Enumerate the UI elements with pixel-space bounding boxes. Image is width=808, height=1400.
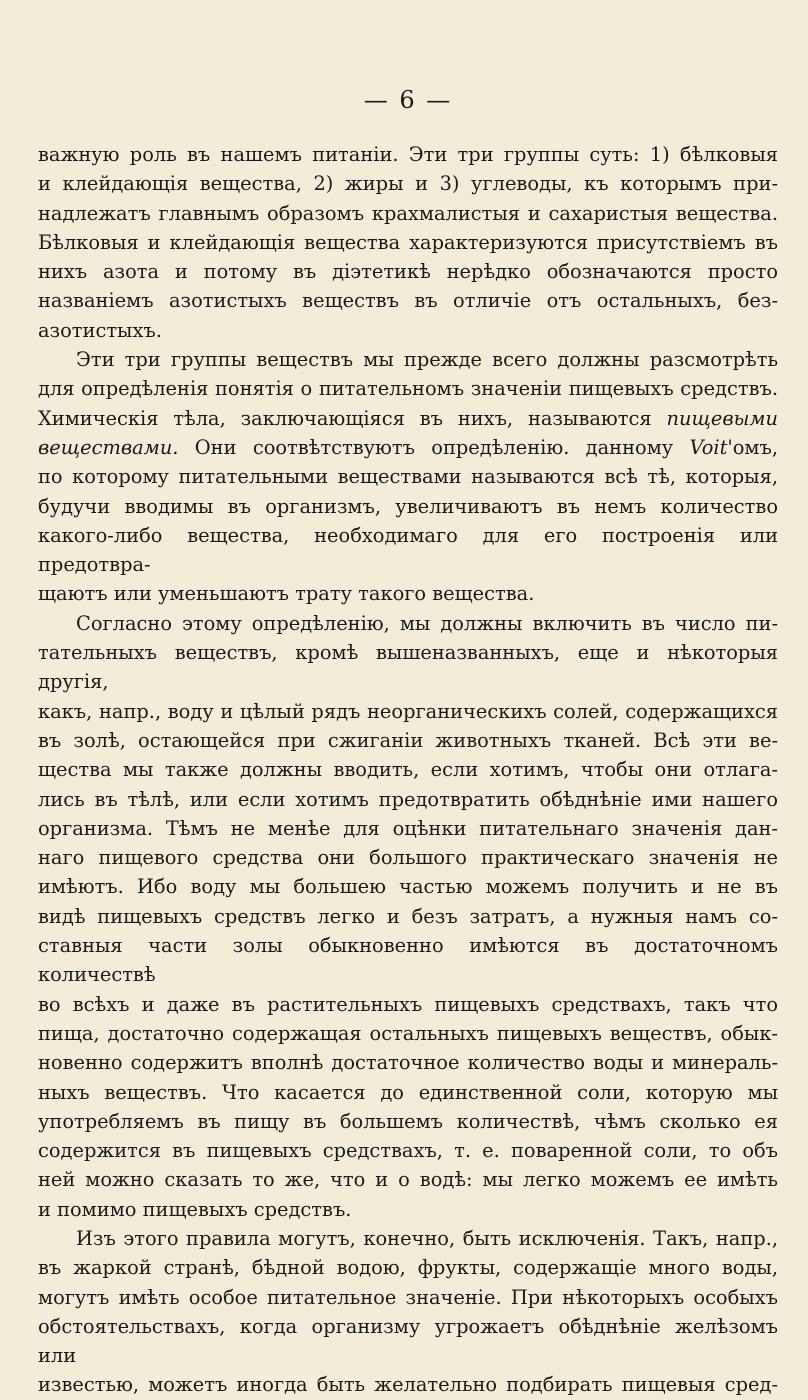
text-line: Эти три группы веществъ мы прежде всего должны разсмотрѣть xyxy=(76,348,778,372)
paragraph-2 xyxy=(38,345,778,609)
text-line: видѣ пищевыхъ средствъ легко и безъ затратъ, а нужныя намъ со- xyxy=(38,904,778,928)
text-line: ныхъ веществъ. Что касается до единственной соли, которую мы xyxy=(38,1080,778,1104)
text-line: важную роль въ нашемъ питанiи. Эти три группы суть: 1) бѣлковыя xyxy=(38,143,778,166)
author-name: Voit xyxy=(689,435,728,459)
text-line: ней можно сказать то же, что и о водѣ: мы легко можемъ ее имѣть xyxy=(38,1168,778,1192)
page-number: — 6 — xyxy=(363,86,453,114)
text-line: названiемъ азотистыхъ веществъ въ отличiе отъ остальныхъ, без- xyxy=(38,289,778,313)
text-line: наго пищевого средства они большого практическаго значенiя не xyxy=(38,846,778,870)
text-line-with-emphasis xyxy=(38,433,778,462)
paragraph-1 xyxy=(38,140,778,345)
text-line: во всѣхъ и даже въ растительныхъ пищевыхъ средствахъ, такъ что xyxy=(38,992,778,1016)
emphasis-term: пищевыми xyxy=(666,406,778,430)
text-line: по которому питательными веществами называются всѣ тѣ, которыя, xyxy=(38,465,778,489)
paragraph-3 xyxy=(38,609,778,1224)
text-fragment: 'омъ, xyxy=(727,435,778,459)
text-line: нихъ азота и потому въ дiэтетикѣ нерѣдко обозначаются просто xyxy=(38,260,778,284)
text-line: щества мы также должны вводить, если хотимъ, чтобы они отлага- xyxy=(38,758,778,782)
paragraph-4 xyxy=(38,1224,778,1400)
text-line: Бѣлковыя и клейдающiя вещества характеризуются присутствiемъ въ xyxy=(38,230,778,254)
text-line: въ золѣ, остающейся при сжиганiи животныхъ тканей. Всѣ эти ве- xyxy=(38,728,778,752)
text-line: организма. Тѣмъ не менѣе для оцѣнки питательнаго значенiя дан- xyxy=(38,816,778,840)
text-line: обстоятельствахъ, когда организму угрожаетъ обѣднѣнiе желѣзомъ или xyxy=(38,1314,778,1368)
text-line: и клейдающiя вещества, 2) жиры и 3) углеводы, къ которымъ при- xyxy=(38,172,778,196)
text-fragment: Они соотвѣтствуютъ опредѣленiю. данному xyxy=(178,435,690,459)
text-line: ставныя части золы обыкновенно имѣются въ достаточномъ количествѣ xyxy=(38,934,778,987)
text-line: азотистыхъ. xyxy=(38,318,162,342)
text-line: будучи вводимы въ организмъ, увеличиваютъ въ немъ количество xyxy=(38,494,778,518)
text-line: употребляемъ въ пищу въ большемъ количествѣ, чѣмъ сколько ея xyxy=(38,1109,778,1133)
emphasis-term: веществами. xyxy=(38,435,179,459)
text-line: новенно содержитъ вполнѣ достаточное количество воды и минераль- xyxy=(38,1051,778,1075)
text-line: надлежатъ главнымъ образомъ крахмалистыя и сахаристыя вещества. xyxy=(38,201,778,225)
text-line: и помимо пищевыхъ средствъ. xyxy=(38,1197,352,1221)
text-line: имѣютъ. Ибо воду мы большею частью можемъ получить и не въ xyxy=(38,875,778,899)
text-line: для опредѣленiя понятiя о питательномъ значенiи пищевыхъ средствъ. xyxy=(38,377,778,401)
text-line: какъ, напр., воду и цѣлый рядъ неорганическихъ солей, содержащихся xyxy=(38,699,778,723)
text-line: щаютъ или уменьшаютъ трату такого вещества. xyxy=(38,582,535,606)
text-line: тательныхъ веществъ, кромѣ вышеназванныхъ, еще и нѣкоторыя другiя, xyxy=(38,641,778,694)
text-line: Согласно этому опредѣленiю, мы должны включить въ число пи- xyxy=(76,611,778,635)
text-line: какого-либо вещества, необходимаго для его построенiя или предотвра- xyxy=(38,523,778,577)
text-line: могутъ имѣть особое питательное значенiе. При нѣкоторыхъ особыхъ xyxy=(38,1285,778,1309)
text-line: пища, достаточно содержащая остальныхъ пищевыхъ веществъ, обык- xyxy=(38,1021,778,1045)
text-line: содержится въ пищевыхъ средствахъ, т. е. поваренной соли, то объ xyxy=(38,1139,778,1163)
text-line: лись въ тѣлѣ, или если хотимъ предотвратить обѣднѣнiе ими нашего xyxy=(38,787,778,811)
text-line: Изъ этого правила могутъ, конечно, быть исключенiя. Такъ, напр., xyxy=(76,1226,778,1250)
text-line: известью, можетъ иногда быть желательно подбирать пищевыя сред- xyxy=(38,1373,778,1397)
text-line: въ жаркой странѣ, бѣдной водою, фрукты, содержащiе много воды, xyxy=(38,1256,778,1280)
text-fragment: Химическiя тѣла, заключающiяся въ нихъ, называются xyxy=(38,406,652,430)
text-line-with-emphasis xyxy=(38,404,778,433)
